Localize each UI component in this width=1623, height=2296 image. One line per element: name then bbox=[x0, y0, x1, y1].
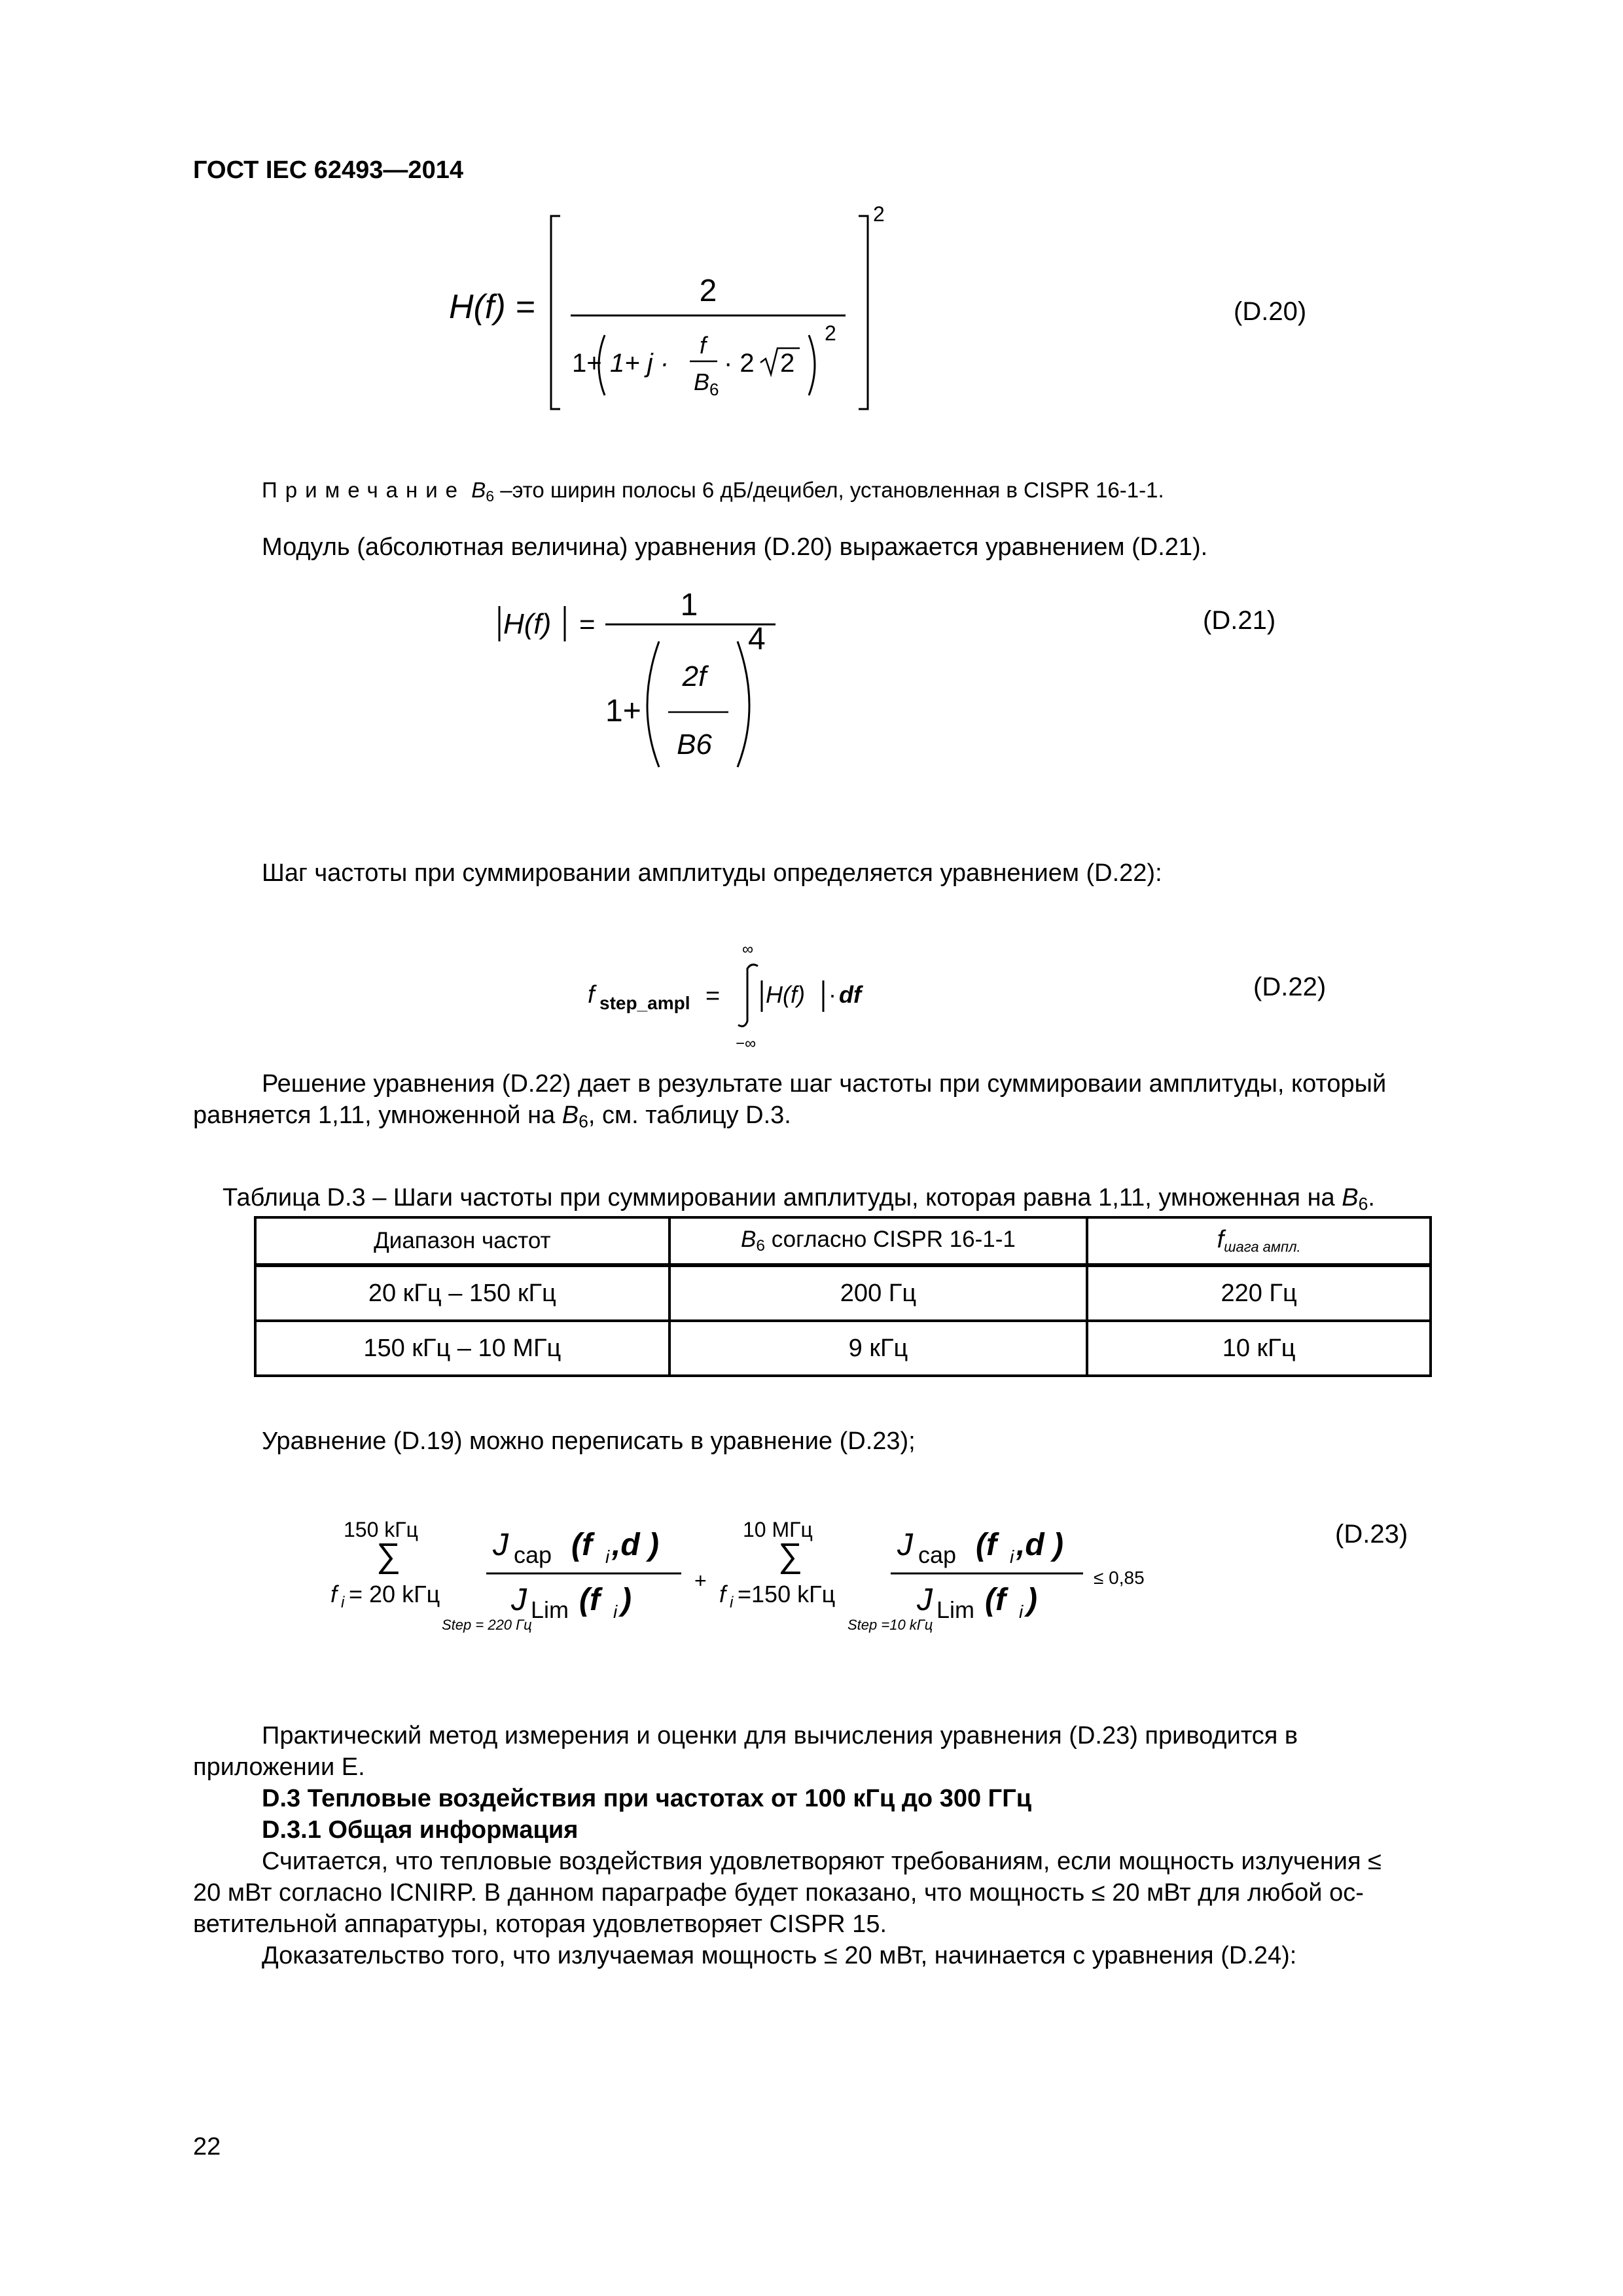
eq20-outer-exp: 2 bbox=[873, 202, 885, 226]
eq23-f1-den-args-post: ) bbox=[621, 1583, 632, 1617]
eq23-f1-den-args: (f bbox=[579, 1583, 600, 1617]
table-cell-range: 20 кГц – 150 кГц bbox=[255, 1265, 669, 1321]
eq23-sum1-step: Step = 220 Гц bbox=[442, 1617, 532, 1633]
eq23-f1-num-sub: cap bbox=[514, 1541, 552, 1568]
table-header-range: Диапазон частот bbox=[255, 1217, 669, 1265]
eq23-f2-num: J bbox=[897, 1528, 913, 1562]
eq21-one-plus: 1+ bbox=[605, 694, 641, 728]
eq23-sum2-upper: 10 МГц bbox=[743, 1518, 813, 1541]
eq23-f2-den: J bbox=[917, 1583, 933, 1617]
table-caption-sub: 6 bbox=[1358, 1194, 1368, 1214]
table-header-row bbox=[255, 1217, 1431, 1265]
para-solution-pre: равняется 1,11, умноженной на bbox=[193, 1102, 562, 1129]
eq20-frac-num: f bbox=[699, 332, 707, 359]
page-number: 22 bbox=[193, 2133, 221, 2161]
eq20-root: 2 bbox=[780, 349, 795, 378]
eq20-inner-exp: 2 bbox=[825, 321, 836, 345]
eq23-sum2-step: Step =10 kГц bbox=[847, 1617, 933, 1633]
eq23-f1-den: J bbox=[511, 1583, 527, 1617]
eq21-numerator: 1 bbox=[680, 588, 698, 622]
table-cell-b6: 200 Гц bbox=[669, 1265, 1088, 1321]
eq20-times-two: · 2 bbox=[724, 349, 755, 378]
eq23-f1-den-sub: Lim bbox=[531, 1596, 569, 1623]
eq20-lhs: H(f) = bbox=[449, 288, 535, 326]
para-solution-sym: B bbox=[562, 1102, 579, 1129]
table-cell-fstep: 10 кГц bbox=[1087, 1321, 1431, 1376]
heading-d3: D.3 Тепловые воздействия при частотах от 100 кГц до 300 ГГц bbox=[262, 1785, 1032, 1812]
eq22-lhs-sub: step_ampl bbox=[599, 993, 690, 1013]
para-solution-sub: 6 bbox=[579, 1111, 588, 1132]
eq23-sum1-lower-post: = 20 kГц bbox=[349, 1581, 440, 1607]
equation-d20 bbox=[432, 196, 929, 419]
eq23-sum1-sigma: ∑ bbox=[376, 1537, 401, 1575]
table-caption bbox=[223, 1182, 1375, 1220]
table-row bbox=[255, 1265, 1431, 1321]
eq21-number: (D.21) bbox=[1203, 606, 1276, 635]
note-symbol: B bbox=[471, 478, 486, 502]
para-solution-post: , см. таблицу D.3. bbox=[588, 1102, 791, 1129]
eq23-f2-num-args: (f bbox=[976, 1528, 997, 1562]
eq22-number: (D.22) bbox=[1253, 973, 1327, 1001]
eq20-one-plus: 1+ bbox=[572, 349, 602, 378]
note-symbol-sub: 6 bbox=[486, 487, 495, 505]
eq23-f1-num-args-sub: i bbox=[605, 1547, 610, 1567]
eq22-integrand: H(f) bbox=[766, 981, 805, 1008]
table-d3 bbox=[254, 1216, 1432, 1377]
eq23-sum2-lower-pre: f bbox=[719, 1581, 726, 1607]
eq21-lhs: H(f) bbox=[503, 608, 552, 640]
para-thermal-line1: Считается, что тепловые воздействия удовлетворяют требованиям, если мощность излучения ≤ bbox=[262, 1848, 1382, 1875]
para-proof: Доказательство того, что излучаемая мощность ≤ 20 мВт, начинается с уравнения (D.24): bbox=[262, 1942, 1297, 1969]
para-modulus: Модуль (абсолютная величина) уравнения (D.20) выражается уравнением (D.21). bbox=[262, 533, 1208, 561]
eq22-upper: ∞ bbox=[742, 941, 754, 958]
eq23-sum1-upper: 150 kГц bbox=[344, 1518, 418, 1541]
table-header-b6-sub: 6 bbox=[756, 1237, 766, 1255]
para-thermal-line2: 20 мВт согласно ICNIRP. В данном параграфе будет показано, что мощность ≤ 20 мВт для любой ос- bbox=[193, 1879, 1364, 1907]
eq23-f1-num-args-post: ,d ) bbox=[612, 1528, 659, 1562]
equation-d22 bbox=[576, 936, 942, 1054]
table-header-f-sym: f bbox=[1217, 1226, 1224, 1254]
eq22-lhs: f bbox=[588, 981, 595, 1009]
para-thermal-line3: ветительной аппаратуры, которая удовлетворяет CISPR 15. bbox=[193, 1910, 887, 1938]
table-header-b6 bbox=[669, 1217, 1088, 1265]
eq23-f1-den-args-sub: i bbox=[613, 1602, 618, 1622]
eq21-frac-num: 2f bbox=[682, 660, 707, 692]
table-header-f-sub: шага ампл. bbox=[1224, 1238, 1301, 1255]
eq23-sum1-lower-sub: i bbox=[341, 1594, 345, 1611]
note-text: –это ширин полосы 6 дБ/децибел, установленная в CISPR 16-1-1. bbox=[494, 478, 1164, 502]
eq23-sum2-sigma: ∑ bbox=[778, 1537, 803, 1575]
heading-d31: D.3.1 Общая информация bbox=[262, 1816, 579, 1844]
note bbox=[262, 478, 1164, 505]
para-rewrite: Уравнение (D.19) можно переписать в уравнение (D.23); bbox=[262, 1427, 916, 1455]
eq23-f2-num-args-sub: i bbox=[1010, 1547, 1014, 1567]
eq22-df: df bbox=[839, 981, 861, 1008]
table-row bbox=[255, 1321, 1431, 1376]
eq23-sum2-lower-post: =150 kГц bbox=[738, 1581, 836, 1607]
table-caption-sym: B bbox=[1342, 1184, 1359, 1211]
note-label: Примечание bbox=[262, 478, 466, 502]
para-step: Шаг частоты при суммировании амплитуды определяется уравнением (D.22): bbox=[262, 859, 1162, 887]
eq23-f1-num-args: (f bbox=[571, 1528, 592, 1562]
eq23-f2-den-args-post: ) bbox=[1027, 1583, 1037, 1617]
table-cell-fstep: 220 Гц bbox=[1087, 1265, 1431, 1321]
eq23-sum2-lower-sub: i bbox=[730, 1594, 734, 1611]
para-solution-line1: Решение уравнения (D.22) дает в результате шаг частоты при суммироваии амплитуды, который bbox=[262, 1070, 1387, 1098]
eq23-f2-den-args: (f bbox=[985, 1583, 1006, 1617]
eq20-frac-den-sub: 6 bbox=[709, 380, 719, 399]
table-cell-range: 150 кГц – 10 МГц bbox=[255, 1321, 669, 1376]
eq20-one-plus-j: 1+ j · bbox=[610, 349, 669, 378]
para-practical-line2: приложении E. bbox=[193, 1753, 365, 1781]
eq20-number: (D.20) bbox=[1234, 297, 1307, 326]
eq22-equals: = bbox=[705, 982, 721, 1010]
table-header-b6-text: согласно CISPR 16-1-1 bbox=[771, 1226, 1016, 1252]
table-caption-pre: Таблица D.3 – Шаги частоты при суммировании амплитуды, которая равна 1,11, умноженная на bbox=[223, 1184, 1342, 1211]
eq23-f2-den-args-sub: i bbox=[1019, 1602, 1024, 1622]
eq23-f2-num-sub: cap bbox=[918, 1541, 957, 1568]
eq23-plus: + bbox=[694, 1569, 707, 1592]
table-cell-b6: 9 кГц bbox=[669, 1321, 1088, 1376]
eq22-lower: −∞ bbox=[736, 1035, 757, 1052]
table-header-b6-sym: B bbox=[741, 1226, 757, 1252]
equation-d21 bbox=[488, 576, 815, 779]
eq20-frac-den: B bbox=[694, 368, 710, 395]
eq20-numerator: 2 bbox=[699, 274, 717, 308]
eq21-equals: = bbox=[579, 609, 596, 639]
eq21-frac-den: B6 bbox=[677, 728, 712, 761]
eq23-f2-den-sub: Lim bbox=[936, 1596, 975, 1623]
eq21-exponent: 4 bbox=[748, 622, 766, 656]
eq23-rhs: ≤ 0,85 bbox=[1094, 1568, 1145, 1588]
para-solution-line2 bbox=[193, 1100, 791, 1138]
eq22-dot: · bbox=[829, 981, 836, 1008]
table-caption-post: . bbox=[1368, 1184, 1375, 1211]
para-practical-line1: Практический метод измерения и оценки для вычисления уравнения (D.23) приводится в bbox=[262, 1722, 1298, 1749]
eq23-number: (D.23) bbox=[1335, 1520, 1408, 1549]
eq23-f2-num-args-post: ,d ) bbox=[1016, 1528, 1063, 1562]
table-header-fstep bbox=[1087, 1217, 1431, 1265]
eq23-f1-num: J bbox=[493, 1528, 508, 1562]
document-header: ГОСТ IEC 62493—2014 bbox=[193, 156, 463, 184]
equation-d23 bbox=[324, 1503, 1188, 1647]
eq23-sum1-lower-pre: f bbox=[330, 1581, 338, 1607]
